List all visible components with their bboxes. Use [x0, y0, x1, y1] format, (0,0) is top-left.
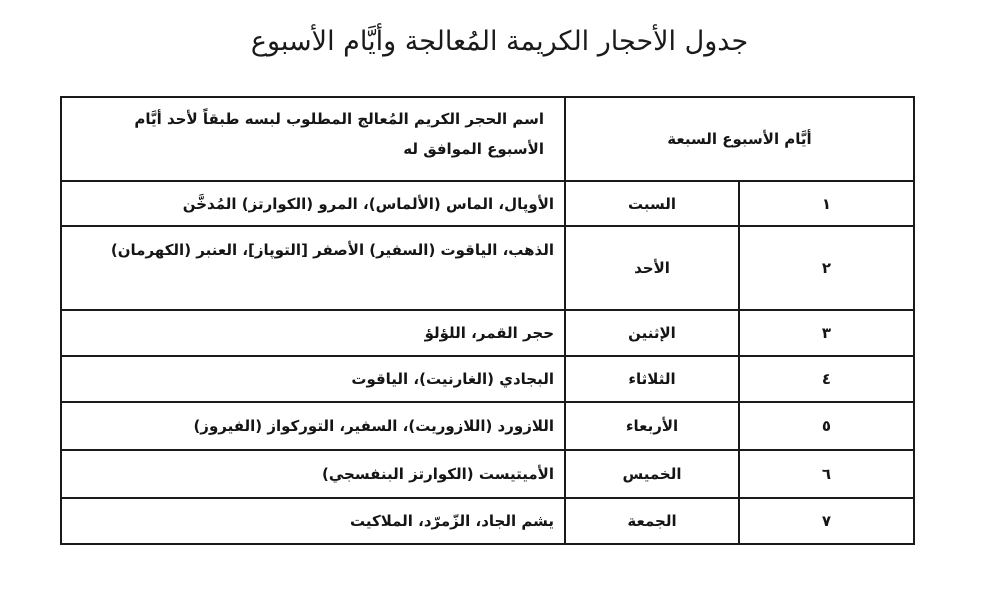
row-day: السبت [565, 181, 739, 226]
row-number: ١ [739, 181, 914, 226]
row-day: الأربعاء [565, 402, 739, 450]
row-stones: حجر القمر، اللؤلؤ [61, 310, 565, 356]
table-row [61, 498, 914, 544]
row-stones: الأميتيست (الكوارتز البنفسجي) [61, 450, 565, 498]
row-stones: الأوپال، الماس (الألماس)، المرو (الكوارتز) المُدخَّن [61, 181, 565, 226]
row-stones: يشم الجاد، الزّمرّد، الملاكيت [61, 498, 565, 544]
row-day: الثلاثاء [565, 356, 739, 402]
row-day: الأحد [565, 226, 739, 310]
header-days: أيَّام الأسبوع السبعة [565, 97, 914, 181]
table-header-row [61, 97, 914, 181]
row-stones: البجادي (الغارنيت)، الياقوت [61, 356, 565, 402]
table-row [61, 310, 914, 356]
row-number: ٥ [739, 402, 914, 450]
row-number: ٢ [739, 226, 914, 310]
row-stones: اللازورد (اللازوريت)، السفير، التوركواز (الفيروز) [61, 402, 565, 450]
table-row [61, 450, 914, 498]
table-row [61, 356, 914, 402]
row-day: الإثنين [565, 310, 739, 356]
page-title: جدول الأحجار الكريمة المُعالجة وأيَّام الأسبوع [250, 26, 749, 57]
row-day: الخميس [565, 450, 739, 498]
row-stones: الذهب، الياقوت (السفير) الأصفر [التوپاز]، العنبر (الكهرمان) [61, 226, 565, 310]
table-row [61, 181, 914, 226]
gemstones-table [60, 96, 915, 545]
table-row [61, 226, 914, 310]
table-row [61, 402, 914, 450]
header-stones: اسم الحجر الكريم المُعالج المطلوب لبسه طبقاً لأحد أيَّام الأسبوع الموافق له [61, 97, 565, 181]
row-number: ٣ [739, 310, 914, 356]
row-number: ٦ [739, 450, 914, 498]
row-number: ٤ [739, 356, 914, 402]
row-number: ٧ [739, 498, 914, 544]
row-day: الجمعة [565, 498, 739, 544]
